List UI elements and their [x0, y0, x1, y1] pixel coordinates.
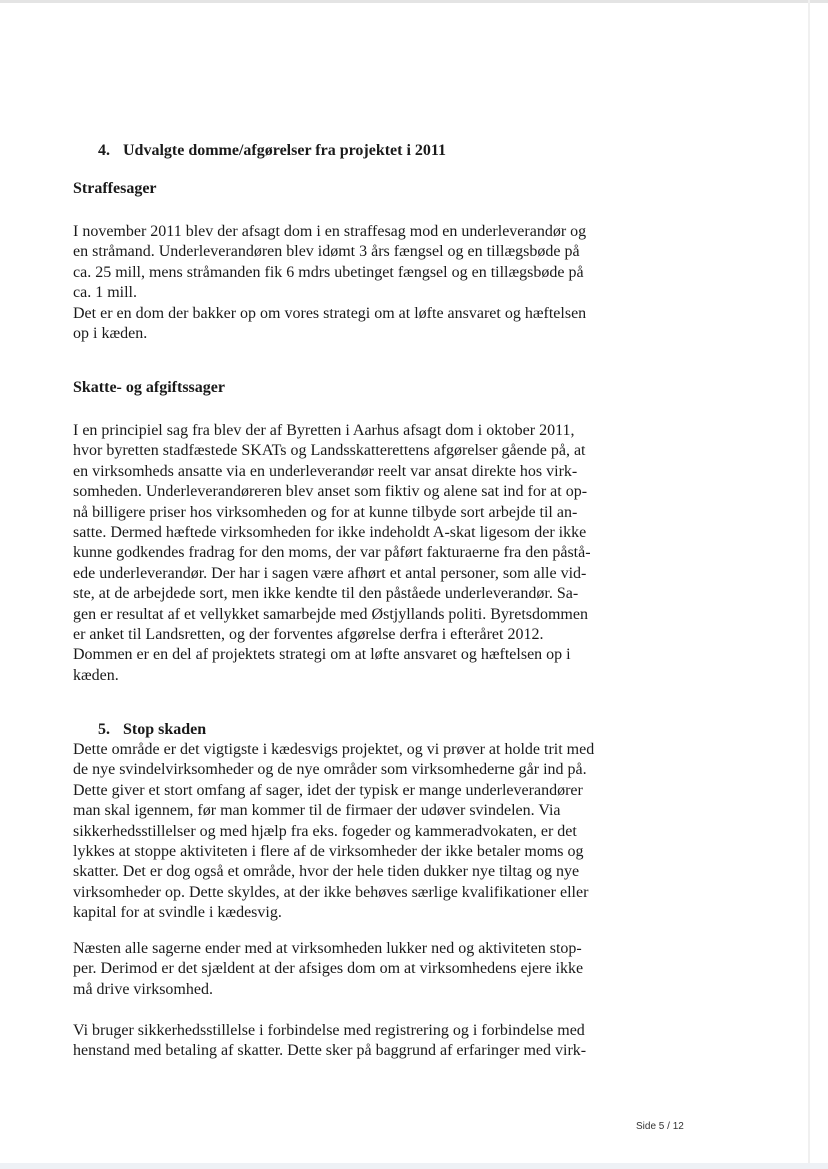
text-line: skatter. Det er dog også et område, hvor der hele tiden dukker nye tiltag og nye: [73, 863, 580, 881]
page-top-edge: [0, 0, 828, 3]
text-line: I november 2011 blev der afsagt dom i en straffesag mod en underleverandør og: [73, 223, 587, 240]
text-line: de nye svindelvirksomheder og de nye områder som virksomhederne går ind på.: [73, 761, 587, 779]
text-line: sikkerhedsstillelser og med hjælp fra eks. fogeder og kammeradvokaten, er det: [73, 822, 577, 840]
section-5-number: 5.: [98, 721, 110, 738]
straffesager-paragraph: [73, 222, 618, 344]
text-line: somheden. Underleverandøreren blev anset som fiktiv og alene sat ind for at op-: [73, 483, 588, 501]
text-line: kunne godkendes fradrag for den moms, der var påført fakturaerne fra den påstå-: [73, 544, 591, 562]
skattesager-paragraph: [73, 421, 618, 686]
text-line: kapital for at svindle i kædesvig.: [73, 904, 282, 922]
text-line: må drive virksomhed.: [73, 980, 213, 998]
text-line: lykkes at stoppe aktiviteten i flere af de virksomheder der ikke betaler moms og: [73, 843, 584, 861]
section-4-title: Udvalgte domme/afgørelser fra projektet i 2011: [123, 142, 447, 159]
section-4-heading: [98, 141, 446, 161]
text-line: er anket til Landsretten, og der forventes afgørelse derfra i efteråret 2012.: [73, 626, 544, 644]
text-line: Næsten alle sagerne ender med at virksomheden lukker ned og aktiviteten stop-: [73, 940, 582, 957]
section-5-paragraph-1: [73, 740, 618, 924]
straffesager-heading: Straffesager: [73, 180, 157, 197]
text-line: ste, at de arbejdede sort, men ikke kendte til den påståede underleverandør. Sa-: [73, 585, 579, 603]
text-line: per. Derimod er det sjældent at der afsiges dom om at virksomhedens ejere ikke: [73, 960, 584, 978]
section-4-number: 4.: [98, 142, 110, 159]
text-line: Det er en dom der bakker op om vores strategi om at løfte ansvaret og hæftelsen: [73, 304, 587, 322]
text-line: en stråmand. Underleverandøren blev idømt 3 års fængsel og en tillægsbøde på: [73, 243, 580, 261]
text-line: ca. 1 mill.: [73, 284, 137, 302]
section-5-paragraph-2: [73, 939, 618, 1000]
skattesager-heading: Skatte- og afgiftssager: [73, 379, 225, 396]
text-line: man skal igennem, før man kommer til de firmaer der udøver svindelen. Via: [73, 802, 561, 820]
text-line: kæden.: [73, 666, 119, 684]
text-line: virksomheder op. Dette skyldes, at der ikke behøves særlige kvalifikationer eller: [73, 883, 589, 901]
text-line: op i kæden.: [73, 325, 148, 343]
text-line: ca. 25 mill, mens stråmanden fik 6 mdrs ubetinget fængsel og en tillægsbøde på: [73, 263, 584, 281]
text-line: henstand med betaling af skatter. Dette sker på baggrund af erfaringer med virk-: [73, 1042, 587, 1060]
text-line: en virksomheds ansatte via en underleverandør reelt var ansat direkte hos virk-: [73, 462, 578, 480]
text-line: satte. Dermed hæftede virksomheden for ikke indeholdt A-skat ligesom der ikke: [73, 524, 587, 542]
page-number: Side 5 / 12: [636, 1121, 684, 1132]
text-line: nå billigere priser hos virksomheden og for at kunne tilbyde sort arbejde til an-: [73, 503, 578, 521]
text-line: Dette område er det vigtigste i kædesvigs projektet, og vi prøver at holde trit med: [73, 741, 595, 758]
text-line: I en principiel sag fra blev der af Byretten i Aarhus afsagt dom i oktober 2011,: [73, 422, 575, 439]
text-line: ede underleverandør. Der har i sagen være afhørt et antal personer, som alle vid-: [73, 564, 587, 582]
text-line: Dommen er en del af projektets strategi om at løfte ansvaret og hæftelsen op i: [73, 646, 571, 664]
text-line: Vi bruger sikkerhedsstillelse i forbindelse med registrering og i forbindelse med: [73, 1022, 585, 1039]
page-bottom-edge: [0, 1163, 828, 1169]
section-5-heading: [98, 720, 206, 740]
text-line: gen er resultat af et vellykket samarbejde med Østjyllands politi. Byretsdommen: [73, 605, 588, 623]
text-line: Dette giver et stort omfang af sager, idet der typisk er mange underleverandører: [73, 781, 583, 799]
section-5-paragraph-3: [73, 1021, 618, 1062]
text-line: hvor byretten stadfæstede SKATs og Landsskatterettens afgørelser gående på, at: [73, 442, 586, 460]
page-right-edge: [808, 0, 810, 1169]
section-5-title: Stop skaden: [123, 721, 207, 738]
